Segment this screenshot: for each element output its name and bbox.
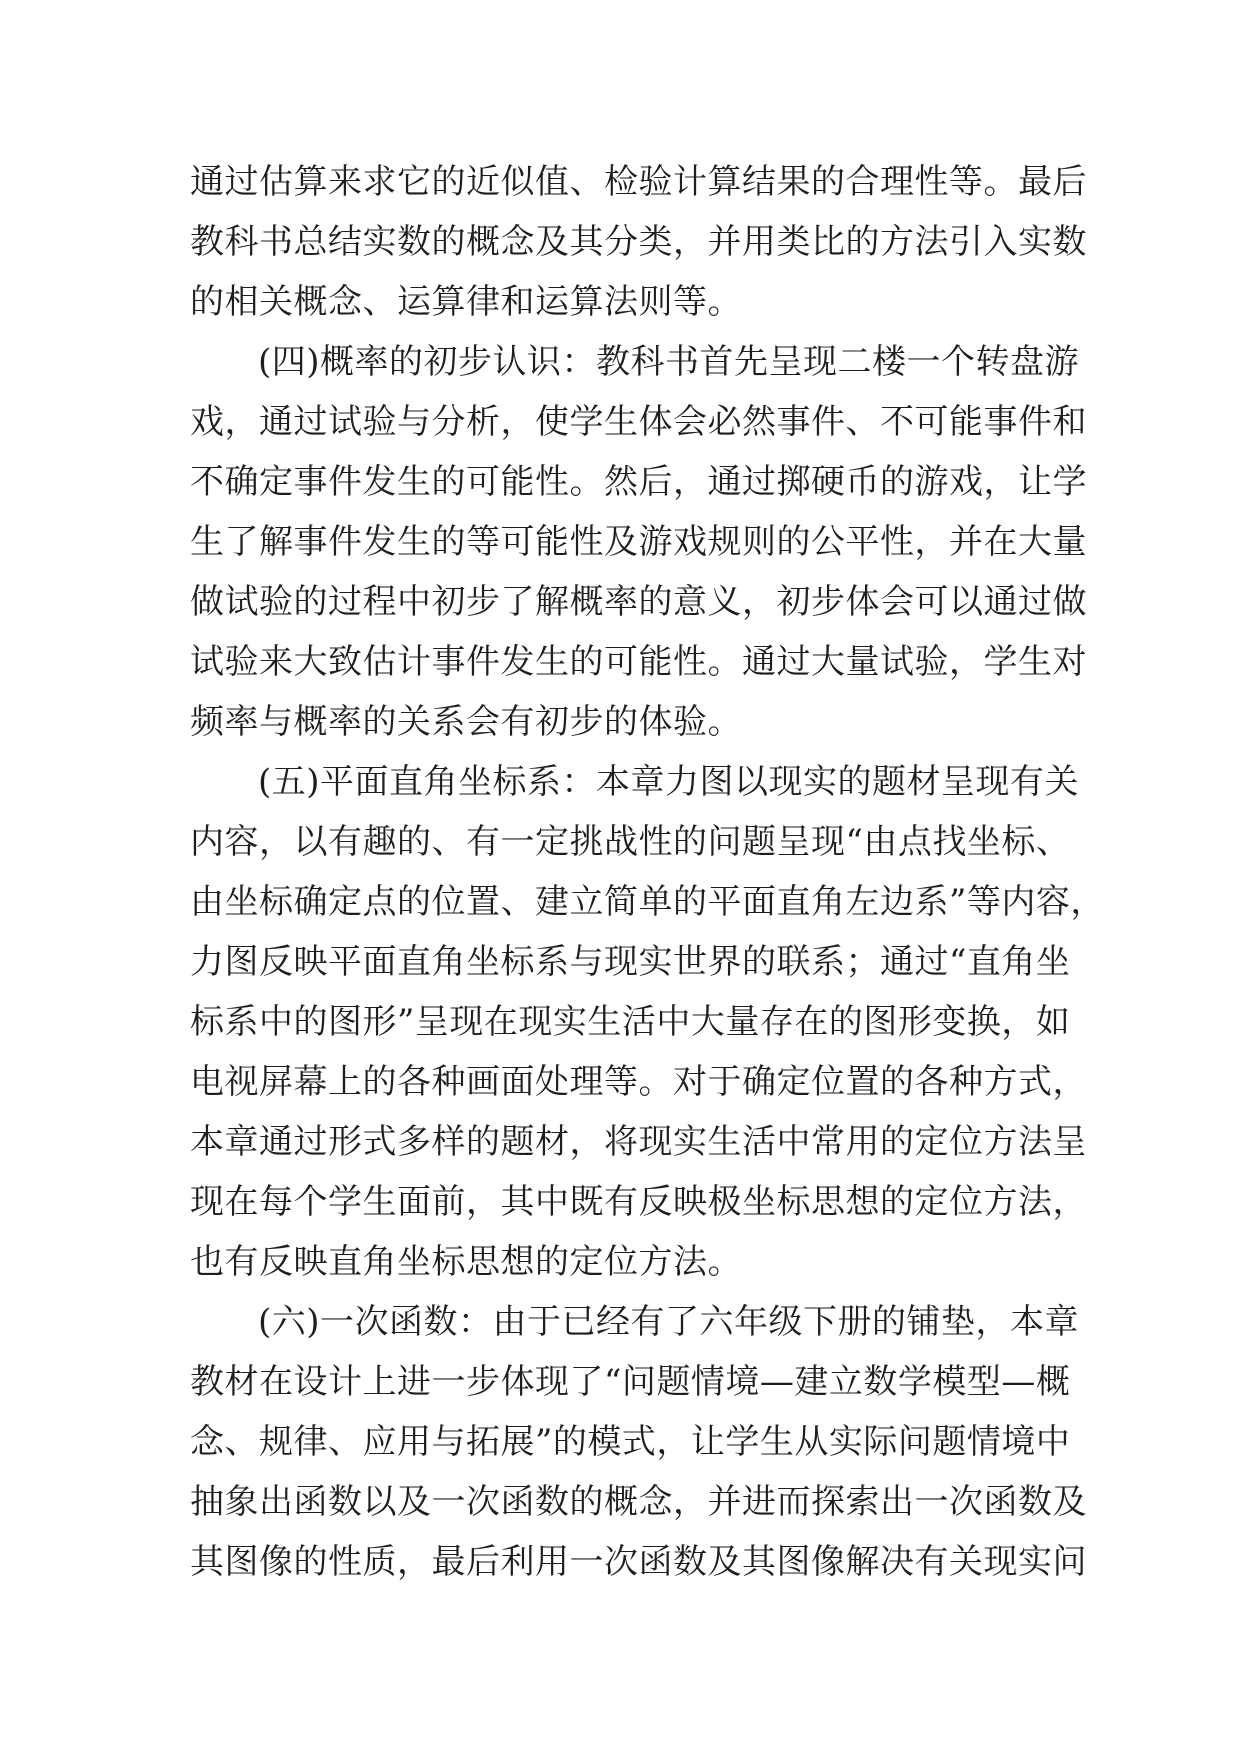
- text-line: 不确定事件发生的可能性。然后，通过掷硬币的游戏，让学: [190, 462, 1087, 502]
- text-line: 通过估算来求它的近似值、检验计算结果的合理性等。最后: [190, 162, 1087, 202]
- text-line: 标系中的图形”呈现在现实生活中大量存在的图形变换，如: [190, 1002, 1071, 1042]
- text-line: 电视屏幕上的各种画面处理等。对于确定位置的各种方式，: [190, 1062, 1087, 1102]
- text-line: 本章通过形式多样的题材，将现实生活中常用的定位方法呈: [190, 1122, 1087, 1162]
- text-line: 做试验的过程中初步了解概率的意义，初步体会可以通过做: [190, 582, 1087, 622]
- text-line: 念、规律、应用与拓展”的模式，让学生从实际问题情境中: [190, 1422, 1071, 1462]
- text-line: 其图像的性质，最后利用一次函数及其图像解决有关现实问: [190, 1542, 1087, 1582]
- text-line: 生了解事件发生的等可能性及游戏规则的公平性，并在大量: [190, 522, 1087, 562]
- text-line: 力图反映平面直角坐标系与现实世界的联系；通过“直角坐: [190, 942, 1071, 982]
- text-line: 内容，以有趣的、有一定挑战性的问题呈现“由点找坐标、: [190, 822, 1071, 862]
- text-line: 教科书总结实数的概念及其分类，并用类比的方法引入实数: [190, 222, 1087, 262]
- text-line: 试验来大致估计事件发生的可能性。通过大量试验，学生对: [190, 642, 1087, 682]
- text-line: (六)一次函数：由于已经有了六年级下册的铺垫，本章: [258, 1302, 1080, 1342]
- text-line: 频率与概率的关系会有初步的体验。: [190, 702, 742, 742]
- text-line: (五)平面直角坐标系：本章力图以现实的题材呈现有关: [258, 762, 1080, 802]
- text-line: 抽象出函数以及一次函数的概念，并进而探索出一次函数及: [190, 1482, 1087, 1522]
- body-text: [190, 152, 1105, 1592]
- text-line: 由坐标确定点的位置、建立简单的平面直角左边系”等内容，: [190, 882, 1105, 922]
- text-line: 教材在设计上进一步体现了“问题情境—建立数学模型—概: [190, 1362, 1071, 1402]
- text-line: (四)概率的初步认识：教科书首先呈现二楼一个转盘游: [258, 342, 1080, 382]
- text-line: 的相关概念、运算律和运算法则等。: [190, 282, 742, 322]
- text-line: 也有反映直角坐标思想的定位方法。: [190, 1242, 742, 1282]
- text-line: 现在每个学生面前，其中既有反映极坐标思想的定位方法，: [190, 1182, 1087, 1222]
- text-line: 戏，通过试验与分析，使学生体会必然事件、不可能事件和: [190, 402, 1087, 442]
